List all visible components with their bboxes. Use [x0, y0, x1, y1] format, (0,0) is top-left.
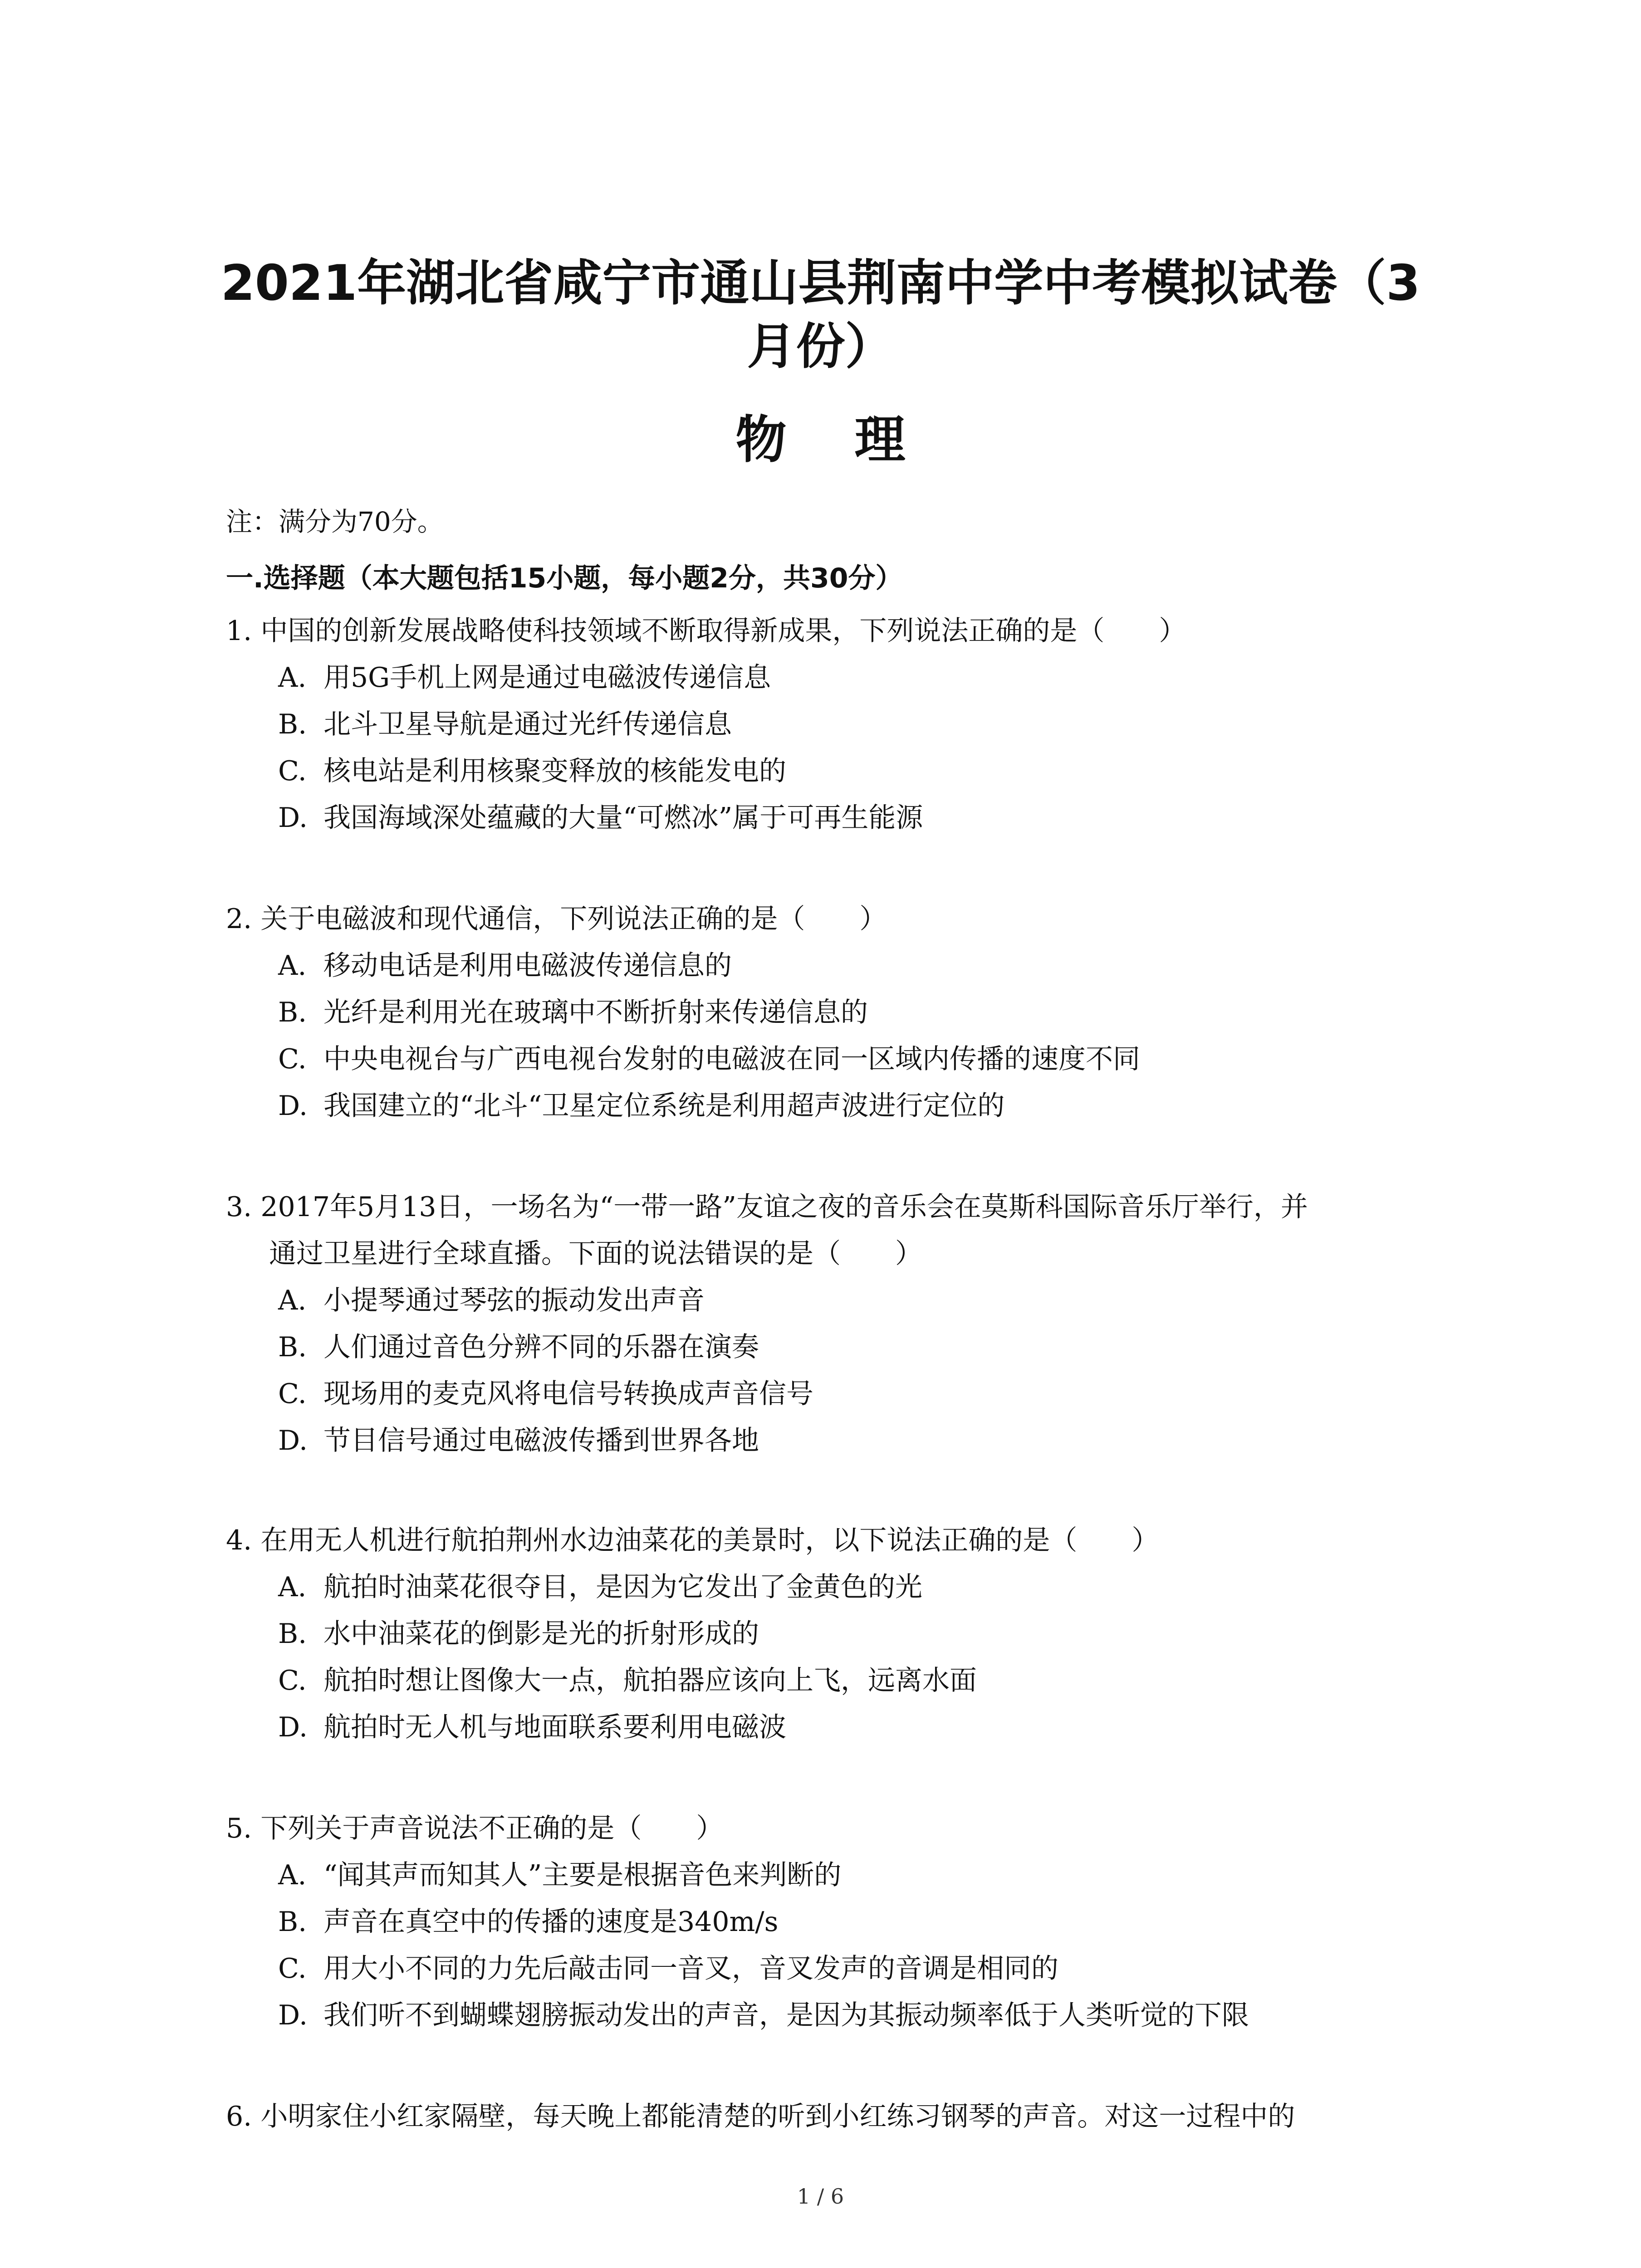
subject-heading: 物理 — [735, 411, 974, 469]
option-b: B. 水中油菜花的倒影是光的折射形成的 — [278, 1618, 759, 1650]
page-number: 1 / 6 — [797, 2184, 844, 2209]
question-4 — [226, 1517, 1451, 1751]
question-2 — [226, 896, 1451, 1129]
question-stem: 3. 2017年5月13日，一场名为“一带一路”友谊之夜的音乐会在莫斯科国际音乐厅举行，并 — [226, 1191, 1308, 1223]
question-stem: 2. 关于电磁波和现代通信，下列说法正确的是（ ） — [226, 903, 887, 935]
question-5 — [226, 1805, 1451, 2039]
option-a: A. 航拍时油菜花很夺目，是因为它发出了金黄色的光 — [278, 1571, 922, 1603]
option-d: D. 我们听不到蝴蝶翅膀振动发出的声音，是因为其振动频率低于人类听觉的下限 — [278, 1999, 1249, 2031]
option-a: A. 用5G手机上网是通过电磁波传递信息 — [278, 662, 771, 694]
score-note: 注：满分为70分。 — [226, 506, 444, 537]
option-b: B. 人们通过音色分辨不同的乐器在演奏 — [278, 1331, 759, 1363]
option-a: A. 小提琴通过琴弦的振动发出声音 — [278, 1285, 705, 1316]
option-d: D. 我国海域深处蕴藏的大量“可燃冰”属于可再生能源 — [278, 802, 923, 834]
option-d: D. 我国建立的“北斗“卫星定位系统是利用超声波进行定位的 — [278, 1090, 1005, 1122]
option-c: C. 用大小不同的力先后敲击同一音叉，音叉发声的音调是相同的 — [278, 1953, 1058, 1984]
option-c: C. 中央电视台与广西电视台发射的电磁波在同一区域内传播的速度不同 — [278, 1043, 1140, 1075]
question-6 — [226, 2093, 1451, 2140]
option-d: D. 航拍时无人机与地面联系要利用电磁波 — [278, 1711, 786, 1743]
option-c: C. 核电站是利用核聚变释放的核能发电的 — [278, 755, 786, 787]
exam-title-line2: 月份） — [747, 318, 894, 375]
question-stem: 1. 中国的创新发展战略使科技领域不断取得新成果，下列说法正确的是（ ） — [226, 615, 1186, 647]
question-stem: 5. 下列关于声音说法不正确的是（ ） — [226, 1813, 724, 1844]
exam-title-line1: 2021年湖北省咸宁市通山县荆南中学中考模拟试卷（3 — [220, 255, 1421, 312]
option-c: C. 航拍时想让图像大一点，航拍器应该向上飞，远离水面 — [278, 1665, 977, 1696]
question-1 — [226, 608, 1451, 841]
option-b: B. 北斗卫星导航是通过光纤传递信息 — [278, 709, 732, 740]
option-a: A. “闻其声而知其人”主要是根据音色来判断的 — [278, 1859, 842, 1891]
question-stem-continued: 通过卫星进行全球直播。下面的说法错误的是（ ） — [269, 1238, 922, 1270]
option-b: B. 声音在真空中的传播的速度是340m/s — [278, 1906, 779, 1938]
question-stem: 6. 小明家住小红家隔壁，每天晚上都能清楚的听到小红练习钢琴的声音。对这一过程中的 — [226, 2101, 1295, 2132]
option-b: B. 光纤是利用光在玻璃中不断折射来传递信息的 — [278, 997, 868, 1028]
option-a: A. 移动电话是利用电磁波传递信息的 — [278, 950, 732, 982]
question-3 — [226, 1184, 1451, 1464]
question-stem: 4. 在用无人机进行航拍荆州水边油菜花的美景时，以下说法正确的是（ ） — [226, 1525, 1159, 1556]
option-d: D. 节目信号通过电磁波传播到世界各地 — [278, 1425, 759, 1457]
option-c: C. 现场用的麦克风将电信号转换成声音信号 — [278, 1378, 813, 1410]
section-heading: 一.选择题（本大题包括15小题，每小题2分，共30分） — [226, 562, 903, 594]
